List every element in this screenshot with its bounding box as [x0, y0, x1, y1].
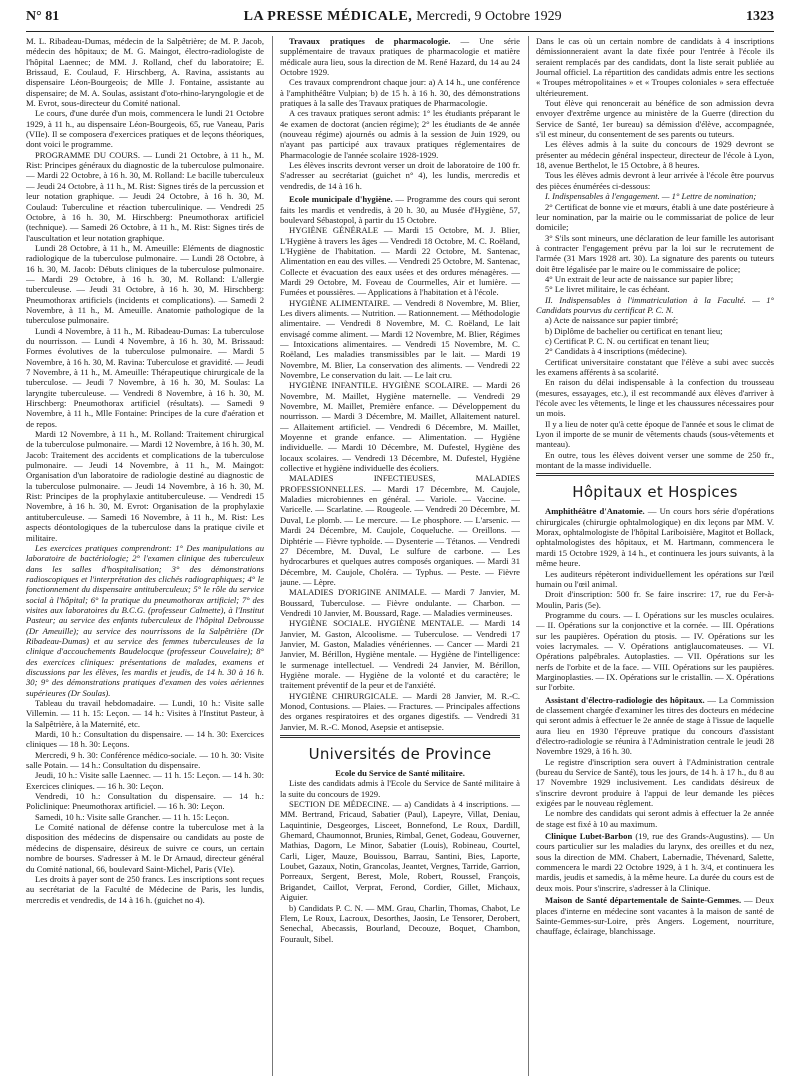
- paragraph: HYGIÈNE INFANTILE. HYGIÈNE SCOLAIRE. — Mardi 26 Novembre, M. Maillet, Hygiène maternelle. — Vendredi 29 Novembre, M. Maillet, Première enfance. — Développement du nourrisson. — Mardi 3 Décembre, M. Maillet, Allaitement naturel. — Allaitement artificiel. — Vendredi 6 Décembre, M. Maillet, Moyenne et grande enfance. — Alimentation. — Hygiène individuelle. — Mardi 10 Décembre, M. Dufestel, Hygiène des locaux scolaires. — Vendredi 13 Décembre, M. Dufestel, Hygiène collective et hygiène individuelle des écoliers.: [280, 380, 520, 474]
- paragraph: Mardi 12 Novembre, à 11 h., M. Rolland: Traitement chirurgical de la tuberculose pulmonaire. — Mardi 12 Novembre, à 16 h. 30, M. Jacob: Traitement des accidents et complications de la tuberculose pulmonaire. — Jeudi 14 Novembre, à 11 h., M. Maingot: Organisation d'un laboratoire de radiologie destiné au diagnostic de la tuberculose pulmonaire. — Jeudi 14 Novembre, à 16 h. 30, M. Rist: Principes de la prophylaxie antituberculeuse. — Vendredi 15 Novembre, à 16 h. 30, M. Evrot: Organisation de la prophylaxie antituberculeuse. — Samedi 16 Novembre, à 11 h., M. Rist: Les aspects déontologiques de la tuberculose dans la pratique civile et militaire.: [26, 429, 264, 543]
- column-3: [536, 36, 774, 1078]
- section-rule: [536, 475, 774, 476]
- article-title: Clinique Lubet-Barbon: [545, 831, 633, 842]
- section-rule: [280, 735, 520, 736]
- paragraph: HYGIÈNE ALIMENTAIRE. — Vendredi 8 Novembre, M. Blier, Les divers aliments. — Nutrition. — Rationnement. — Méthodologie alimentaire. — Vendredi 8 Novembre, M. C. Roëland, Le lait envisagé comme aliment. — Mardi 12 Novembre, M. Blier, Régimes — Intoxications alimentaires. — Vendredi 15 Novembre, M. C. Roëland, Les maladies transmissibles par le lait. — Mardi 19 Novembre, M. Blier, La conservation des aliments. — Vendredi 22 Novembre, Le conservation du lait. — Le lait cru.: [280, 297, 520, 380]
- paragraph: Les élèves admis à la suite du concours de 1929 devront se présenter au médecin général inspecteur, directeur de l'école à Lyon, 18, avenue Berthelot, le 15 Octobre, à 8 heures.: [536, 139, 774, 171]
- column-divider: [528, 36, 529, 1076]
- article-hygiene: Ecole municipale d'hygiène. — Programme des cours qui seront faits les mardis et vendredis, à 20 h. 30, au Musée d'Hygiène, 57, boulevard Sébastopol, à partir du 15 Octobre.: [280, 194, 520, 225]
- paragraph: Le registre d'inscription sera ouvert à l'Administration centrale (bureau du Service de Santé), tous les jours, de 14 h. à 17 h., du 8 au 17 Novembre 1929 inclusivement. Les candidats désireux de s'inscrire devront produire à l'appui de leur demande les pièces exigées par le nouveau règlement.: [536, 756, 774, 809]
- paragraph: Le Comité national de défense contre la tuberculose met à la disposition des médecins de dispensaire ou candidats au poste de médecins de dispensaire, désireux de suivre ce cours, un certain nombre de bourses. S'adresser à M. le Dr Arnaud, directeur général du Comité national, 66, boulevard Saint-Michel, Paris (VIe).: [26, 822, 264, 874]
- paragraph: 3° S'ils sont mineurs, une déclaration de leur famille les autorisant à contracter l'engagement prévu par la loi sur le recrutement de l'armée (31 Mars 1928 art. 30). La signature des parents ou tuteurs doit être légalisée par le maire ou le commissaire de police;: [536, 232, 774, 274]
- article-radiologie: Assistant d'électro-radiologie des hôpitaux. — La Commission de classement chargée d'examiner les titres des docteurs en médecine qui seront admis à effectuer le 2e année de stage à l'issue de laquelle aura lieu en 1930 l'épreuve pratique du concours d'assistant d'électro-radiologie se réunira à l'Administration centrale le jeudi 28 Novembre 1929, à 16 h. 30.: [536, 694, 774, 757]
- article-lubet-barbon: [536, 831, 774, 893]
- paragraph: 2° Candidats à 4 inscriptions (médecine).: [545, 346, 687, 357]
- page-number: 1323: [746, 9, 774, 24]
- paragraph: A ces travaux pratiques seront admis: 1° les étudiants préparant le 4e examen de doctorat (ancien régime); 2° les étudiants de 4e année (nouveau régime) ajournés ou admis à la session de Juin 1929, ou n'ayant pas participé aux travaux pratiques réglementaires de Pharmacologie de l'année scolaire 1928-1929.: [280, 108, 520, 160]
- issue-date: Mercredi, 9 Octobre 1929: [416, 9, 562, 24]
- article-title: Assistant d'électro-radiologie des hôpitaux.: [545, 694, 705, 705]
- paragraph: Samedi, 10 h.: Visite salle Grancher. — 11 h. 15: Leçon.: [35, 811, 229, 822]
- paragraph: Deux places d'interne en médecine sont vacantes à la maison de santé de Sainte-Gemmes-sur-Loire, près Angers. Logement, nourriture, chauffage, éclairage, blanchissage.: [536, 895, 774, 937]
- column-divider: [272, 36, 273, 1076]
- paragraph: En raison du délai indispensable à la confection du trousseau (mesures, essayages, etc.), il est recommandé aux élèves d'arriver à l'école avec les vêtements, le linge et les chaussures nécessaires pour un mois.: [536, 377, 774, 419]
- paragraph: HYGIÈNE SOCIALE. HYGIÈNE MENTALE. — Mardi 14 Janvier, M. Gaston, Alcoolisme. — Tuberculose. — Vendredi 17 Janvier, M. Gaston, Maladies vénériennes. — Cancer — Mardi 21 Janvier, M. Bérillon, Hygiène mentale. — Hygiène de l'intelligence: le surmenage intellectuel. — Vendredi 24 Janvier, M. Bérillon, Hygiène morale. — Hygiène de la volonté et du caractère; le traitement préventif de la peur et de l'anxiété.: [280, 618, 520, 691]
- paragraph: SECTION DE MÉDECINE. — a) Candidats à 4 inscriptions. — MM. Bertrand, Fricaud, Sabatier (Paul), Lapeyre, Villat, Deniau, Laquintinie, Desgeorges, Lisceet, Bonnefond, Le Roux, Dardill, Ghemard, Chaumonnot, Brunies, Rimbal, Genet, Godeau, Gouverner, Mathias, Dagorn, Le Minor, Sabatier (Louis), Robineau, Courtel, Carli, Liger, Mauze, Bouissou, Barrau, Santini, Bies, Laporte, Loubet, Gazaux, Notin, Grancolas, Jeantet, Vergnes, Tarride, Garrion, Porreaux, Sergent, Berest, Mole, Robert, Roussel, François, Brigandet, Caillot, Verprat, Ferond, Cordier, Gillet, Michaux, Aiguier.: [280, 799, 520, 903]
- paragraph: I. Indispensables à l'engagement. — 1° Lettre de nomination;: [545, 191, 757, 202]
- paragraph: Certificat universitaire constatant que l'élève a subi avec succès les examens afférents à sa scolarité.: [536, 356, 774, 377]
- paragraph: a) Acte de naissance sur papier timbré;: [545, 315, 679, 326]
- paragraph: MALADIES INFECTIEUSES, MALADIES PROFESSIONNELLES. — Mardi 17 Décembre, M. Caujole, Maladies microbiennes en général. — Variole. — Vaccine. — Varicelle. — Scarlatine. — Rougeole. — Vendredi 20 Décembre, M. Duval, Le plomb. — Le mercure. — Le phosphore. — L'arsenic. — Mardi 24 Décembre, M. Caujole, Coqueluche. — Oreillons. — Diphtérie — Fièvre typhoïde. — Dysenterie — Tétanos. — Vendredi 27 Décembre, M. Duval, Le sulfure de carbone. — Les hydrocarbures et quelques autres composés organiques. — Mardi 31 Décembre, M. Caujole, Choléra. — Typhus. — Peste. — Fièvre jaune. — Lèpre.: [280, 473, 520, 587]
- paragraph: b) Candidats P. C. N. — MM. Grau, Charlin, Thomas, Chabot, Le Flem, Le Roux, Lacroux, Desorthes, Jaosin, Le Tensorer, Derobert, Senechal, Abecassis, Bourland, Decouze, Boquet, Chambon, Fourault, Sibel.: [280, 902, 520, 944]
- section-title: Universités de Province: [308, 745, 492, 764]
- paragraph: Programme des cours qui seront faits les mardis et vendredis, à 20 h. 30, au Musée d'Hygiène, 57, boulevard Sébastopol, à partir du 15 Octobre.: [280, 194, 520, 225]
- paragraph: 2° Certificat de bonne vie et mœurs, établi à une date postérieure à leur nomination, par la mairie ou le commissariat de police de leur domicile;: [536, 201, 774, 233]
- paragraph: Liste des candidats admis à l'Ecole du Service de Santé militaire à la suite du concours de 1929.: [280, 778, 520, 799]
- paragraph: Lundi 28 Octobre, à 11 h., M. Ameuille: Eléments de diagnostic radiologique de la tuberculose pulmonaire. — Lundi 28 Octobre, à 16 h. 30, M. Jacob: Débuts cliniques de la tuberculose pulmonaire. — Mardi 29 Octobre, à 16 h. 30, M. Rolland: L'allergie tuberculeuse. — Jeudi 31 Octobre, à 16 h. 30, M. Hirschberg: Pneumothorax artificiels (incidents et complications). — Samedi 2 Novembre, à 11 h., M. Ameuille. Anatomie pathologique de la tuberculose pulmonaire.: [26, 242, 264, 326]
- paragraph: Mercredi, 9 h. 30: Conférence médico-sociale. — 10 h. 30: Visite salle Potain. — 14 h.: Consultation du dispensaire.: [26, 749, 264, 771]
- paragraph: Il y a lieu de noter qu'à cette époque de l'année et sous le climat de Lyon il importe de se munir de vêtements chauds (sous-vêtements et manteau).: [536, 418, 774, 450]
- paragraph: En outre, tous les élèves doivent verser une somme de 250 fr., montant de la masse individuelle.: [536, 449, 774, 471]
- paragraph: b) Diplôme de bachelier ou certificat en tenant lieu;: [545, 325, 723, 336]
- column-2: [280, 36, 520, 1078]
- page-header: [26, 6, 774, 28]
- paragraph: Les auditeurs répèteront individuellement les opérations sur l'œil humain ou l'œil animal.: [536, 568, 774, 589]
- paragraph: Lundi 4 Novembre, à 11 h., M. Ribadeau-Dumas: La tuberculose du nourrisson. — Lundi 4 Novembre, à 16 h. 30, M. Brissaud: Formes évolutives de la tuberculose pulmonaire. — Mardi 5 Novembre, à 16 h. 30, M. Ravina: Tuberculose et gravidité. — Jeudi 7 Novembre, à 11 h., M. Ameuille: Thérapeutique chirurgicale de la tuberculose. — Jeudi 7 Novembre, à 16 h. 30, M. Soulas: La laryngite tuberculeuse. — Vendredi 8 Novembre, à 16 h. 30, M. Hirschberg: Pneumothorax artificiel (résultats). — Samedi 9 Novembre, à 11 h., Mlle Fontaine: Principes de la cure d'aération et de repos.: [26, 325, 264, 429]
- issue-number: N° 81: [26, 9, 60, 24]
- article-pharmacologie: Travaux pratiques de pharmacologie. — Une série supplémentaire de travaux pratiques de pharmacologie et matière médicale aura lieu, sous la direction de M. René Hazard, du 14 au 24 Octobre 1929.: [280, 36, 520, 78]
- article-title: Travaux pratiques de pharmacologie.: [289, 36, 451, 46]
- paragraph: c) Certificat P. C. N. ou certificat en tenant lieu;: [545, 335, 710, 346]
- paragraph: Les droits à payer sont de 250 francs. Les inscriptions sont reçues au secrétariat de la Faculté de Médecine de Paris, les lundis, mercredis et vendredis, de 14 à 16 h. (guichet no 4).: [26, 873, 264, 905]
- paragraph: Programme du cours. — I. Opérations sur les muscles oculaires. — II. Opérations sur la conjonctive et la cornée. — III. Opérations sur les paupières. Opération du ptosis. — IV. Opérations sur les voies lacrymales. — V. Opérations antiglaucomateuses. — VI. Opérations palpébrales. Autoplasties. — VII. Opérations sur les nerfs de l'orbite et de la face. — VIII. Opérations sur les paupières. Marginoplasties. — IX. Opérations sur le cristallin. — X. Opérations sur l'orbite.: [536, 609, 774, 693]
- paragraph: Une série supplémentaire de travaux pratiques de pharmacologie et matière médicale aura lieu, sous la direction de M. René Hazard, du 14 au 24 Octobre 1929.: [280, 36, 520, 78]
- paragraph: Tableau du travail hebdomadaire. — Lundi, 10 h.: Visite salle Villemin. — 11 h. 15: Leçon. — 14 h.: Visites à l'Institut Pasteur, à la Salpêtrière, à la Maternité, etc.: [26, 698, 264, 729]
- article-title: Ecole municipale d'hygiène.: [289, 194, 393, 205]
- paragraph: MALADIES D'ORIGINE ANIMALE. — Mardi 7 Janvier, M. Boussard, Tuberculose. — Fièvre ondulante. — Charbon. — Vendredi 10 Janvier, M. Boussard, Rage. — Maladies vermineuses.: [280, 587, 520, 618]
- paragraph: 4° Un extrait de leur acte de naissance sur papier libre;: [545, 273, 734, 284]
- paragraph: M. L. Ribadeau-Dumas, médecin de la Salpêtrière; de M. P. Jacob, médecin des hôpitaux; de M. G. Maingot, électro-radiologiste de l'hôpital Laennec; de MM. J. Rolland, chef du laboratoire; E. Brissaud, E. Coulaud, F. Hirschberg, A. Ravina, assistants au dispensaire Léon-Bourgeois; de Mlle J. Fontaine, assistante au dispensaire; de M. A. Soulas, assistant d'oto-rhino-laryngologie et de M. Evrot, sous-directeur du Comité national.: [26, 36, 264, 109]
- article-sainte-gemmes: Maison de Santé départementale de Sainte-Gemmes. — Deux places d'interne en médecine sont vacantes à la maison de santé de Sainte-Gemmes-sur-Loire, près Angers. Logement, nourriture, chauffage, éclairage, blanchissage.: [536, 895, 774, 937]
- paragraph: PROGRAMME DU COURS. — Lundi 21 Octobre, à 11 h., M. Rist: Principes généraux du diagnostic de la tuberculose pulmonaire. — Mardi 22 Octobre, à 16 h. 30, M. Rolland: Le bacille tuberculeux — Jeudi 24 Octobre, à 11 h., M. Rist: Signes tirés de la percussion et leur notation graphique. — Jeudi 24 Octobre, à 16 h. 30, M. Coulaud: Tuberculine et réaction tuberculinique. — Vendredi 25 Octobre, à 16 h. 30, M. Hirschberg: Pneumothorax artificiel (technique). — Samedi 26 Octobre, à 11 h., M. Rist: Signes tirés de l'auscultation et leur notation graphique.: [26, 149, 264, 243]
- section-title: Hôpitaux et Hospices: [572, 483, 738, 502]
- paragraph: HYGIÈNE GÉNÉRALE — Mardi 15 Octobre, M. J. Blier, L'Hygiène à travers les âges — Vendredi 18 Octobre, M. C. Roëland, L'Hygiène de l'habitation. — Mardi 22 Octobre, M. Santenac, Alimentation en eau des villes. — Vendredi 25 Octobre, M. Santenac, Collecte et évacuation des eaux usées et des ordures ménagères. — Mardi 29 Octobre, M. Foveau de Courmelles, Air et lumière. — Fumées et poussières. — Applications à l'habitation et à l'école.: [280, 225, 520, 298]
- paragraph: Ces travaux comprendront chaque jour: a) A 14 h., une conférence à l'amphithéâtre Vulpian; b) de 15 h. à 16 h. 30, des démonstrations pratiques à la salle des Travaux pratiques de Pharmacologie.: [280, 77, 520, 109]
- paragraph: HYGIÈNE CHIRURGICALE. — Mardi 28 Janvier, M. R.-C. Monod, Contusions. — Plaies. — Fractures. — Principales affections des organes respiratoires et des organes digestifs. — Vendredi 31 Janvier, M. R.-C. Monod, Asepsie et antisepsie.: [280, 690, 520, 732]
- paragraph: Le cours, d'une durée d'un mois, commencera le lundi 21 Octobre 1929, à 11 h., au dispensaire Léon-Bourgeois, 65, rue Vaneau, Paris (VIIe). Il se composera d'exercices pratiques et de leçons théoriques, dont voici le programme.: [26, 108, 264, 150]
- column-1: [26, 36, 264, 1078]
- paragraph: 5° Le livret militaire, le cas échéant.: [545, 284, 670, 295]
- section-rule: [536, 473, 774, 474]
- paragraph: Les exercices pratiques comprendront: 1° Des manipulations au laboratoire de bactériologie; 2° l'examen clinique des tuberculeux dans les salles d'hospitalisation; 3° des démonstrations radioscopiques et l'interprétation des clichés radiographiques; 4° le fonctionnement du dispensaire antituberculeux; 5° le rôle du service social à l'hôpital; 6° la pratique du pneumothorax artificiel; 7° des visites aux laboratoires du B.C.G. (professeur Calmette), à l'Institut Pasteur; au service des enfants tuberculeux de l'hôpital Debrousse (Dr Ameuille); au service des nourrissons de la Salpêtrière (Dr Ribadeau-Dumas) et au service des femmes tuberculeuses de la clinique d'accouchements Baudelocque (professeur Couvelaire); 8° des exercices cliniques: présentations de malades, examens et discussions par les élèves, les mardis et jeudis, de 14 h. 30 à 16 h. 30; 9° des démonstrations pratiques d'examen des voies aériennes supérieures (Dr Soulas).: [26, 542, 264, 698]
- article-title: Amphithéâtre d'Anatomie.: [545, 506, 645, 517]
- paragraph: Les élèves inscrits devront verser un droit de laboratoire de 100 fr. S'adresser au secrétariat (guichet n° 4), les lundis, mercredis et vendredis, de 14 à 16 h.: [280, 160, 520, 191]
- article-title: Ecole du Service de Santé militaire.: [335, 768, 465, 779]
- paragraph: Jeudi, 10 h.: Visite salle Laennec. — 11 h. 15: Leçon. — 14 h. 30: Exercices cliniques. — 16 h. 30: Leçon.: [26, 770, 264, 791]
- article-anatomie: Amphithéâtre d'Anatomie. — Un cours hors série d'opérations chirurgicales (chirurgie ophtalmologique) en dix leçons par MM. V. Morax, ophtalmologiste de l'hôpital Lariboisière, Magitot et Bollack, ophtalmologistes des hôpitaux, et M. Hartmann, commencera le mardi 15 Octobre 1929, à 14 h., et continuera les jours suivants, à la même heure.: [536, 506, 774, 569]
- paragraph: La Commission de classement chargée d'examiner les titres des docteurs en médecine qui seront admis à effectuer le 2e année de stage à l'issue de laquelle aura lieu en 1930 l'épreuve pratique du concours d'assistant d'électro-radiologie se réunira à l'Administration centrale le jeudi 28 Novembre 1929, à 16 h. 30.: [536, 694, 774, 757]
- paragraph: (19, rue des Grands-Augustins). — Un cours particulier sur les maladies du larynx, des oreilles et du nez, sous la direction de MM. Chabert, Labernadie, Thévenard, Salette, commencera le mardi 22 Octobre 1929, à 1 h. 3/4, et continuera les mardis, jeudis et samedis, à la même heure. La durée du cours est de deux mois. Pour s'inscrire, s'adresser à la Clinique.: [536, 831, 774, 893]
- paragraph: Vendredi, 10 h.: Consultation du dispensaire. — 14 h.: Policlinique: Pneumothorax artificiel. — 16 h. 30: Leçon.: [26, 791, 264, 812]
- paragraph: Droit d'inscription: 500 fr. Se faire inscrire: 17, rue du Fer-à-Moulin, Paris (5e).: [536, 589, 774, 610]
- header-rule: [26, 31, 774, 32]
- paragraph: Dans le cas où un certain nombre de candidats à 4 inscriptions démissionneraient avant la date fixée pour l'entrée à l'école ils seraient remplacés par des candidats, dont la liste serait publiée au Journal officiel. La répartition des candidats admis entre les sections « Troupes métropolitaines » et « Troupes coloniales » sera effectuée ultérieurement.: [536, 36, 774, 98]
- paragraph: II. Indispensables à l'immatriculation à la Faculté. — 1° Candidats pourvus du certificat P. C. N.: [536, 294, 774, 315]
- paragraph: Mardi, 10 h.: Consultation du dispensaire. — 14 h. 30: Exercices cliniques — 18 h. 30: Leçons.: [26, 729, 264, 750]
- journal-title: [244, 9, 562, 25]
- section-rule: [280, 737, 520, 738]
- paragraph: Tous les élèves admis devront à leur arrivée à l'école être pourvus des pièces énumérées ci-dessous:: [536, 170, 774, 191]
- paragraph: Le nombre des candidats qui seront admis à effectuer la 2e année de stage est fixé à 10 au maximum.: [536, 808, 774, 829]
- journal-name: LA PRESSE MÉDICALE,: [243, 9, 413, 24]
- paragraph: Un cours hors série d'opérations chirurgicales (chirurgie ophtalmologique) en dix leçons par MM. V. Morax, ophtalmologiste de l'hôpital Lariboisière, Magitot et Bollack, ophtalmologistes des hôpitaux, et M. Hartmann, commencera le mardi 15 Octobre 1929, à 14 h., et continuera les jours suivants, à la même heure.: [536, 506, 774, 569]
- article-title: Maison de Santé départementale de Sainte-Gemmes.: [545, 895, 742, 906]
- paragraph: Tout élève qui renoncerait au bénéfice de son admission devra envoyer d'extrême urgence au ministère de la Guerre (direction du Service de Santé, 1er bureau) sa démission d'élève, accompagnée, s'il est mineur, du consentement de ses parents ou tuteurs.: [536, 98, 774, 140]
